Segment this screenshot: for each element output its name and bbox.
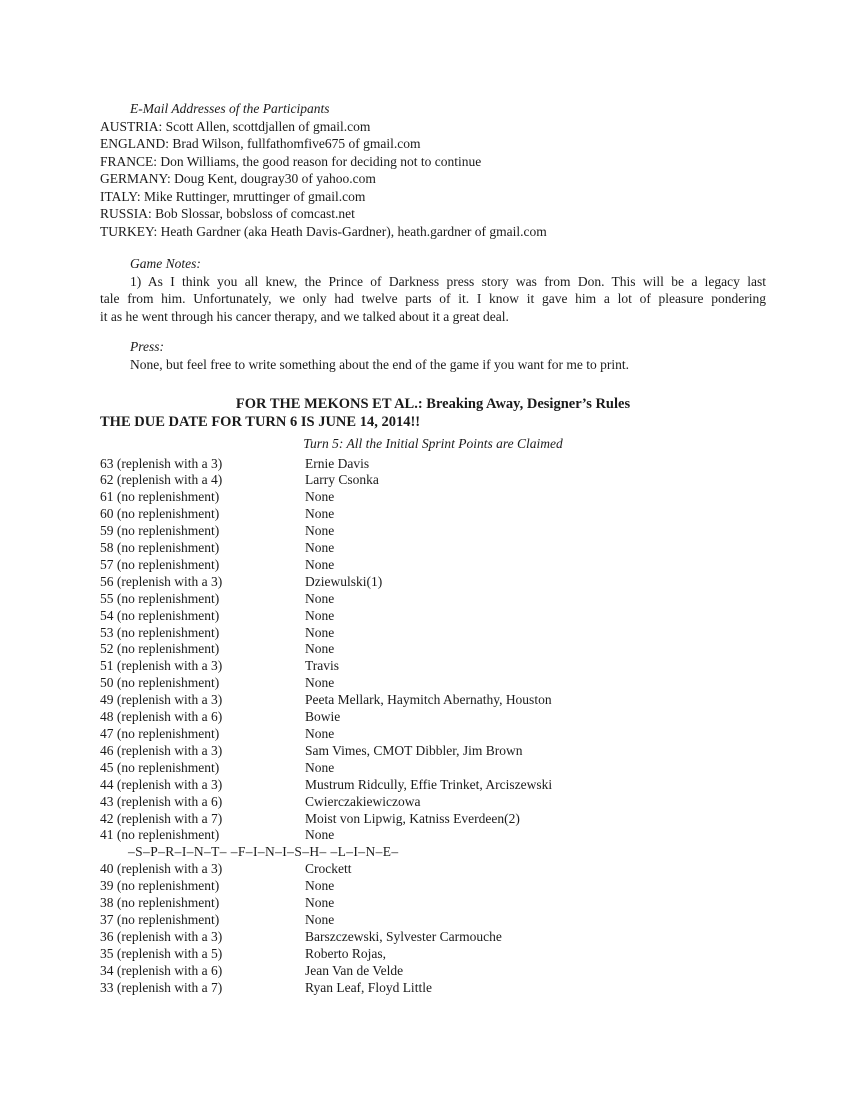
table-row xyxy=(100,489,766,506)
points-cell: 41 (no replenishment) xyxy=(100,827,220,843)
points-cell: 43 (replenish with a 6) xyxy=(100,793,223,809)
table-row xyxy=(100,878,766,895)
points-cell: 56 (replenish with a 3) xyxy=(100,573,223,589)
points-cell: 42 (replenish with a 7) xyxy=(100,810,223,826)
points-cell: 49 (replenish with a 3) xyxy=(100,692,223,708)
table-row xyxy=(100,456,766,473)
claimed-cell: Moist von Lipwig, Katniss Everdeen(2) xyxy=(305,810,520,826)
table-row xyxy=(100,980,766,997)
points-cell: 44 (replenish with a 3) xyxy=(100,776,223,792)
paragraph-line: it as he went through his cancer therapy, and we talked about it a great deal. xyxy=(100,308,509,324)
table-row xyxy=(100,895,766,912)
table-row xyxy=(100,760,766,777)
table-row xyxy=(100,675,766,692)
table-row xyxy=(100,506,766,523)
table-row xyxy=(100,946,766,963)
section-title: FOR THE MEKONS ET AL.: Breaking Away, Designer’s Rules xyxy=(235,396,631,412)
points-cell: 53 (no replenishment) xyxy=(100,624,220,640)
claimed-cell: Roberto Rojas, xyxy=(305,945,386,961)
points-cell: 33 (replenish with a 7) xyxy=(100,979,223,995)
claimed-cell: Mustrum Ridcully, Effie Trinket, Arciszewski xyxy=(305,776,553,792)
claimed-cell: Jean Van de Velde xyxy=(305,962,404,978)
email-entry: ITALY: Mike Ruttinger, mruttinger of gmail.com xyxy=(100,188,366,204)
points-cell: 61 (no replenishment) xyxy=(100,489,220,505)
email-entry: TURKEY: Heath Gardner (aka Heath Davis-Gardner), heath.gardner of gmail.com xyxy=(100,223,547,239)
claimed-cell: None xyxy=(305,590,335,606)
claimed-cell: None xyxy=(305,911,335,927)
claimed-cell: Ryan Leaf, Floyd Little xyxy=(305,979,432,995)
press-heading: Press: xyxy=(130,339,164,354)
points-cell: 57 (no replenishment) xyxy=(100,556,220,572)
table-row xyxy=(100,912,766,929)
email-entry: RUSSIA: Bob Slossar, bobsloss of comcast.net xyxy=(100,206,355,221)
claimed-cell: None xyxy=(305,827,335,843)
table-row xyxy=(100,709,766,726)
points-cell: 38 (no replenishment) xyxy=(100,895,220,911)
points-cell: 50 (no replenishment) xyxy=(100,675,220,691)
paragraph-line: tale from him. Unfortunately, we only had twelve parts of it. I know it gave him a lot of pleasure pondering xyxy=(100,291,766,306)
sprint-finish-line: –S–P–R–I–N–T– –F–I–N–I–S–H– –L–I–N–E– xyxy=(128,844,399,860)
email-entry: GERMANY: Doug Kent, dougray30 of yahoo.com xyxy=(100,171,376,186)
claimed-cell: Sam Vimes, CMOT Dibbler, Jim Brown xyxy=(305,742,523,758)
points-cell: 63 (replenish with a 3) xyxy=(100,455,223,471)
claimed-cell: None xyxy=(305,759,335,775)
claimed-cell: Peeta Mellark, Haymitch Abernathy, Houston xyxy=(305,692,552,708)
points-cell: 59 (no replenishment) xyxy=(100,523,220,539)
table-row xyxy=(100,861,766,878)
points-cell: 34 (replenish with a 6) xyxy=(100,962,223,978)
points-cell: 48 (replenish with a 6) xyxy=(100,709,223,725)
table-row xyxy=(100,692,766,709)
points-cell: 62 (replenish with a 4) xyxy=(100,472,223,488)
claimed-cell: None xyxy=(305,675,335,691)
table-row xyxy=(100,641,766,658)
table-row xyxy=(100,523,766,540)
table-row xyxy=(100,625,766,642)
claimed-cell: None xyxy=(305,540,335,556)
claimed-cell: None xyxy=(305,878,335,894)
table-row xyxy=(100,591,766,608)
table-row xyxy=(100,540,766,557)
table-row xyxy=(100,963,766,980)
email-entry: ENGLAND: Brad Wilson, fullfathomfive675 of gmail.com xyxy=(100,136,421,151)
game-notes-paragraph xyxy=(100,273,766,326)
claimed-cell: Crockett xyxy=(305,861,352,877)
sprint-rows-below-finish xyxy=(100,861,766,996)
claimed-cell: Bowie xyxy=(305,709,341,725)
claimed-cell: None xyxy=(305,641,335,657)
points-cell: 51 (replenish with a 3) xyxy=(100,658,223,674)
claimed-cell: None xyxy=(305,607,335,623)
sprint-points-table xyxy=(100,456,766,997)
due-date-notice: THE DUE DATE FOR TURN 6 IS JUNE 14, 2014!! xyxy=(100,413,421,430)
table-row xyxy=(100,827,766,844)
paragraph-line: 1) As I think you all knew, the Prince of Darkness press story was from Don. This will be a legacy last xyxy=(130,273,766,289)
claimed-cell: None xyxy=(305,506,335,522)
claimed-cell: Dziewulski(1) xyxy=(305,573,383,589)
table-row xyxy=(100,929,766,946)
sprint-rows-above-finish xyxy=(100,456,766,845)
claimed-cell: None xyxy=(305,895,335,911)
table-row xyxy=(100,726,766,743)
table-row xyxy=(100,608,766,625)
claimed-cell: Travis xyxy=(305,658,340,674)
claimed-cell: None xyxy=(305,624,335,640)
table-row xyxy=(100,777,766,794)
email-entry: AUSTRIA: Scott Allen, scottdjallen of gmail.com xyxy=(100,118,371,134)
points-cell: 52 (no replenishment) xyxy=(100,641,220,657)
table-row xyxy=(100,811,766,828)
points-cell: 36 (replenish with a 3) xyxy=(100,928,223,944)
press-body: None, but feel free to write something about the end of the game if you want for me to print. xyxy=(130,356,629,372)
email-list xyxy=(100,118,766,241)
claimed-cell: Cwierczakiewiczowa xyxy=(305,793,421,809)
points-cell: 46 (replenish with a 3) xyxy=(100,742,223,758)
claimed-cell: Ernie Davis xyxy=(305,455,370,471)
claimed-cell: None xyxy=(305,523,335,539)
game-notes-heading: Game Notes: xyxy=(130,256,201,271)
points-cell: 54 (no replenishment) xyxy=(100,607,220,623)
points-cell: 35 (replenish with a 5) xyxy=(100,945,223,961)
points-cell: 37 (no replenishment) xyxy=(100,911,220,927)
points-cell: 60 (no replenishment) xyxy=(100,506,220,522)
turn-subtitle: Turn 5: All the Initial Sprint Points are Claimed xyxy=(303,436,563,451)
table-row xyxy=(100,743,766,760)
claimed-cell: Larry Csonka xyxy=(305,472,379,488)
points-cell: 40 (replenish with a 3) xyxy=(100,861,223,877)
email-entry: FRANCE: Don Williams, the good reason for deciding not to continue xyxy=(100,153,482,169)
table-row xyxy=(100,574,766,591)
table-row xyxy=(100,794,766,811)
claimed-cell: None xyxy=(305,726,335,741)
claimed-cell: None xyxy=(305,556,335,572)
table-row xyxy=(100,557,766,574)
table-row xyxy=(100,658,766,675)
points-cell: 55 (no replenishment) xyxy=(100,590,220,606)
claimed-cell: None xyxy=(305,489,335,505)
claimed-cell: Barszczewski, Sylvester Carmouche xyxy=(305,928,502,944)
points-cell: 45 (no replenishment) xyxy=(100,759,220,775)
email-section-heading: E-Mail Addresses of the Participants xyxy=(130,101,330,116)
table-row xyxy=(100,472,766,489)
points-cell: 47 (no replenishment) xyxy=(100,726,220,741)
points-cell: 58 (no replenishment) xyxy=(100,540,220,556)
points-cell: 39 (no replenishment) xyxy=(100,878,220,894)
